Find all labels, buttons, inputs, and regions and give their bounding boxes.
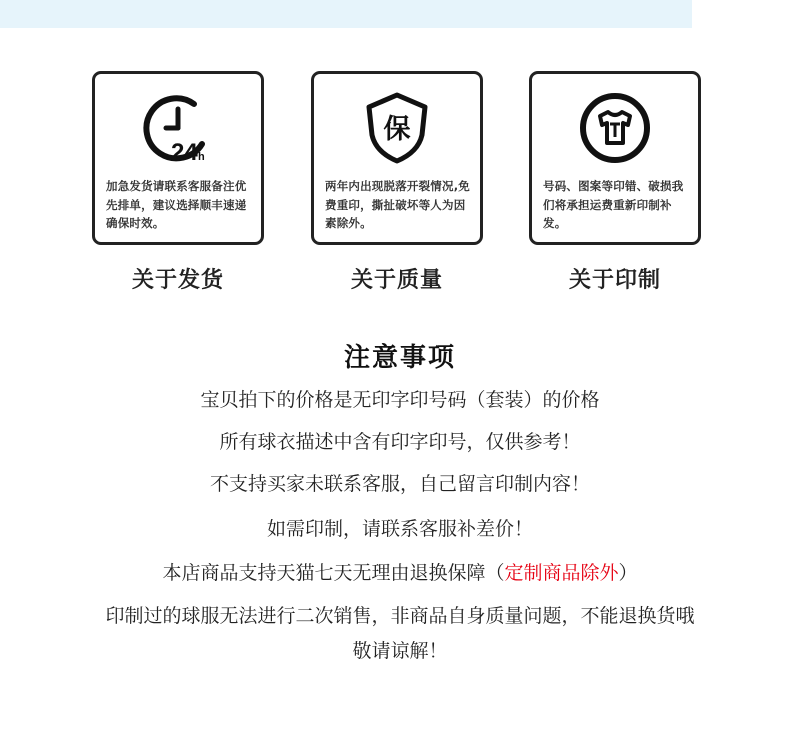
notice-line-5 xyxy=(0,558,800,585)
top-banner-strip xyxy=(0,0,692,28)
card-shipping-label: 关于发货 xyxy=(131,268,224,293)
svg-text:h: h xyxy=(198,151,205,163)
card-quality-label: 关于质量 xyxy=(350,268,443,293)
card-quality-text: 两年内出现脱落开裂情况,免费重印，撕扯破坏等人为因素除外。 xyxy=(325,179,470,230)
card-quality xyxy=(311,71,483,245)
card-shipping xyxy=(92,71,264,245)
notice-line-3: 不支持买家未联系客服，自己留言印制内容！ xyxy=(209,473,590,495)
notice-line-5-prefix: 本店商品支持天猫七天无理由退换保障（ xyxy=(162,562,505,584)
notice-line-5-suffix: ） xyxy=(618,562,638,584)
tshirt-icon xyxy=(577,90,653,166)
svg-text:保: 保 xyxy=(383,114,411,145)
clock-24h-icon xyxy=(140,90,216,166)
notice-line-4: 如需印制，请联系客服补差价！ xyxy=(266,518,533,540)
notice-title: 注意事项 xyxy=(343,343,456,373)
card-printing xyxy=(529,71,701,245)
svg-text:24: 24 xyxy=(171,139,198,166)
notice-line-7: 敬请谅解！ xyxy=(352,640,448,662)
notice-line-6: 印制过的球服无法进行二次销售，非商品自身质量问题，不能退换货哦 xyxy=(105,605,695,627)
card-printing-label: 关于印制 xyxy=(568,268,661,293)
notice-line-1: 宝贝拍下的价格是无印字印号码（套装）的价格 xyxy=(200,389,600,411)
shield-guarantee-icon xyxy=(359,90,435,166)
card-printing-text: 号码、图案等印错、破损我们将承担运费重新印制补发。 xyxy=(543,179,684,230)
notice-line-2: 所有球衣描述中含有印字印号，仅供参考！ xyxy=(219,431,581,453)
notice-line-5-highlight: 定制商品除外 xyxy=(504,562,619,584)
card-shipping-text: 加急发货请联系客服备注优先排单，建议选择顺丰速递确保时效。 xyxy=(106,179,247,230)
